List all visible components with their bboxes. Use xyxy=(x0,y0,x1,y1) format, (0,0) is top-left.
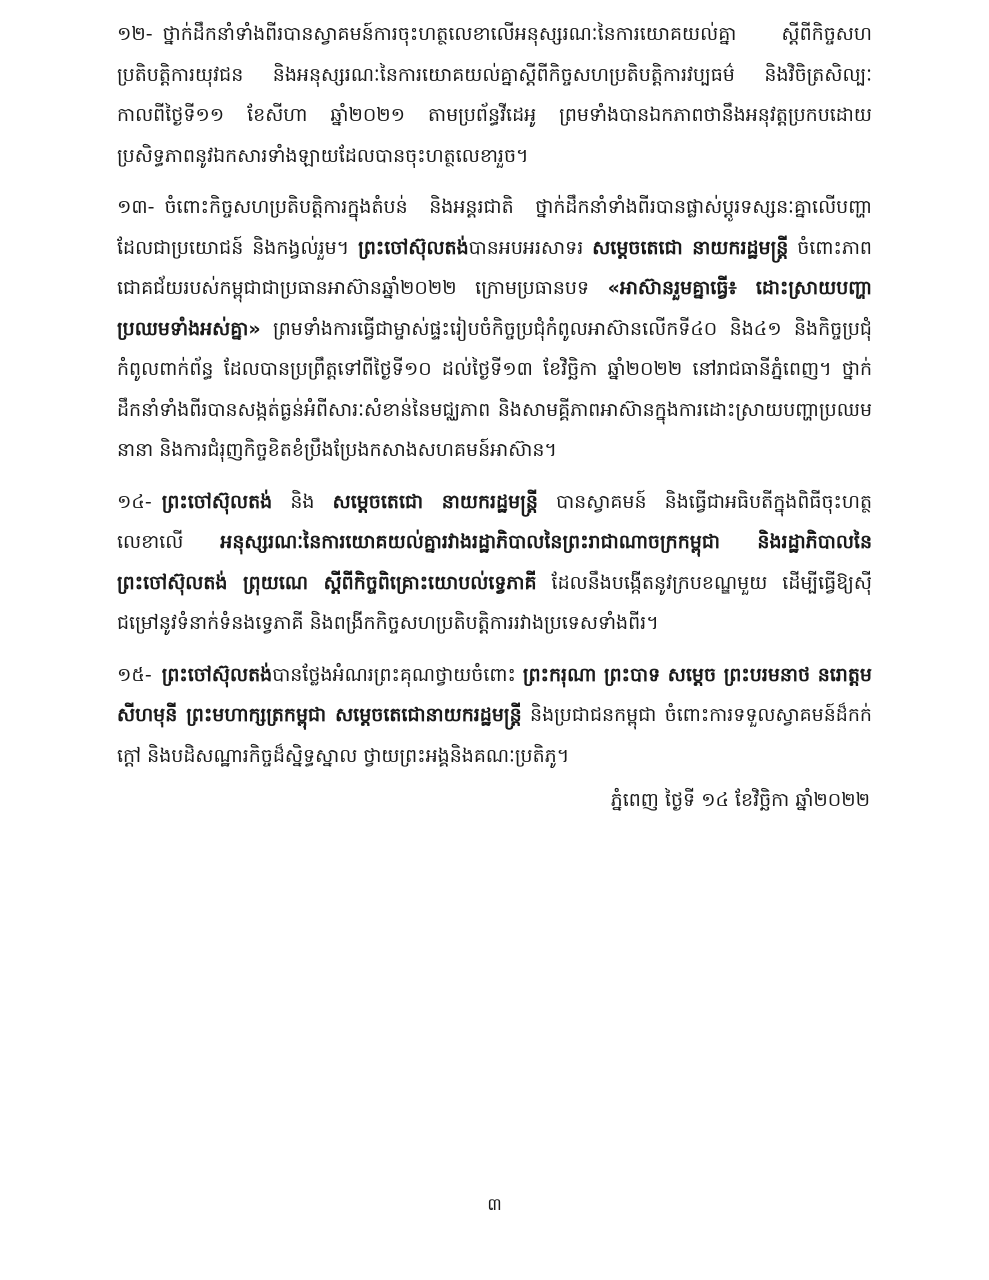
paragraph-text: បានអបអរសាទរ xyxy=(468,236,593,259)
bold-text: ព្រះចៅស៊ុលតង់ xyxy=(358,236,469,259)
paragraph-text: ព្រមទាំងការធ្វើជាម្ចាស់ផ្ទះរៀបចំកិច្ចប្រជុំកំពូលអាស៊ានលើកទី៤០ និង៤១ និងកិច្ចប្រជុំកំពូលពាក់ព័ន្ធ ដែលបានប្រព្រឹត្តទៅពីថ្ងៃទី១០ ដល់ថ្ងៃទី១៣ ខែវិច្ឆិកា ឆ្នាំ២០២២ នៅរាជធានីភ្នំពេញ។ ថ្នាក់ដឹកនាំទាំងពីរបានសង្កត់ធ្ងន់អំពីសារៈសំខាន់នៃមជ្ឈភាព និងសាមគ្គីភាពអាស៊ានក្នុងការដោះស្រាយបញ្ហាប្រឈមនានា និងការជំរុញកិច្ចខិតខំប្រឹងប្រែងកសាងសហគមន៍អាស៊ាន។ xyxy=(117,317,872,461)
paragraph-text: និងប្រជាជនកម្ពុជា ចំពោះការទទួលស្វាគមន៍ដ៏កក់ក្តៅ និងបដិសណ្ឋារកិច្ចដ៏ស្និទ្ធស្នាល ថ្វាយព្រះអង្គនិងគណៈប្រតិភូ។ xyxy=(117,704,872,767)
document-body xyxy=(117,14,872,787)
paragraph-number: ១២- xyxy=(117,23,153,45)
bold-text: ព្រះករុណា ព្រះបាទ សម្តេច ព្រះបរមនាថ នរោត្តម សីហមុនី ព្រះមហាក្សត្រកម្ពុជា សម្តេចតេជោនាយករដ្ឋមន្ត្រី xyxy=(117,663,872,726)
paragraph-text: និង xyxy=(272,490,333,513)
paragraph-number: ១៣- xyxy=(117,196,155,218)
paragraph-text: ចំពោះកិច្ចសហប្រតិបត្តិការក្នុងតំបន់ និងអន្តរជាតិ ថ្នាក់ដឹកនាំទាំងពីរបានផ្លាស់ប្តូរទស្សនៈគ្នាលើបញ្ហាដែលជាប្រយោជន៍ និងកង្វល់រួម។ xyxy=(117,196,872,259)
paragraph-12 xyxy=(117,14,872,176)
paragraph-number: ១៥- xyxy=(117,663,152,686)
page-number: ៣ xyxy=(487,1195,502,1215)
bold-text: សម្តេចតេជោ នាយករដ្ឋមន្ត្រី xyxy=(332,490,538,513)
bold-text: ព្រះចៅស៊ុលតង់ xyxy=(161,663,273,686)
paragraph-text: ចំពោះភាពជោគជ័យរបស់កម្ពុជាជាប្រធានអាស៊ានឆ្នាំ២០២២ ក្រោមប្រធានបទ xyxy=(117,236,872,299)
bold-text: ព្រះចៅស៊ុលតង់ xyxy=(161,490,273,513)
paragraph-text: ថ្នាក់ដឹកនាំទាំងពីរបានស្វាគមន៍ការចុះហត្ថលេខាលើអនុស្សរណៈនៃការយោគយល់គ្នា ស្តីពីកិច្ចសហប្រតិបត្តិការយុវជន និងអនុស្សរណៈនៃការយោគយល់គ្នាស្តីពីកិច្ចសហប្រតិបត្តិការវប្បធម៌ និងវិចិត្រសិល្បៈ កាលពីថ្ងៃទី១១ ខែសីហា ឆ្នាំ២០២១ តាមប្រព័ន្ធវីដេអូ ព្រមទាំងបានឯកភាពថានឹងអនុវត្តប្រកបដោយប្រសិទ្ធភាពនូវឯកសារទាំងឡាយដែលបានចុះហត្ថលេខារួច។ xyxy=(117,23,872,167)
paragraph-text: បានស្វាគមន៍ និងធ្វើជាអធិបតីក្នុងពិធីចុះហត្ថលេខាលើ xyxy=(117,490,873,553)
paragraph-number: ១៤- xyxy=(117,490,152,513)
paragraph-text: ដែលនឹងបង្កើតនូវក្របខណ្ឌមួយ ដើម្បីធ្វើឱ្យស៊ីជម្រៅនូវទំនាក់ទំនងទ្វេភាគី និងពង្រីកកិច្ចសហប្រតិបត្តិការរវាងប្រទេសទាំងពីរ។ xyxy=(117,571,872,634)
date-line: ភ្នំពេញ ថ្ងៃទី ១៤ ខែវិច្ឆិកា ឆ្នាំ២០២២ xyxy=(610,789,870,811)
bold-text: «អាស៊ានរួមគ្នាធ្វើ៖ ដោះស្រាយបញ្ហាប្រឈមទាំងអស់គ្នា» xyxy=(117,277,872,340)
bold-text: អនុស្សរណៈនៃការយោគយល់គ្នារវាងរដ្ឋាភិបាលនៃព្រះរាជាណាចក្រកម្ពុជា និងរដ្ឋាភិបាលនៃព្រះចៅស៊ុលតង់ ព្រុយណេ ស្តីពីកិច្ចពិគ្រោះយោបល់ទ្វេភាគី xyxy=(117,531,873,594)
paragraph-13 xyxy=(117,187,872,471)
paragraph-14 xyxy=(117,482,872,644)
paragraph-15 xyxy=(117,655,872,777)
bold-text: សម្តេចតេជោ នាយករដ្ឋមន្ត្រី xyxy=(592,236,789,259)
paragraph-text: បានថ្លែងអំណរព្រះគុណថ្វាយចំពោះ xyxy=(272,663,523,686)
